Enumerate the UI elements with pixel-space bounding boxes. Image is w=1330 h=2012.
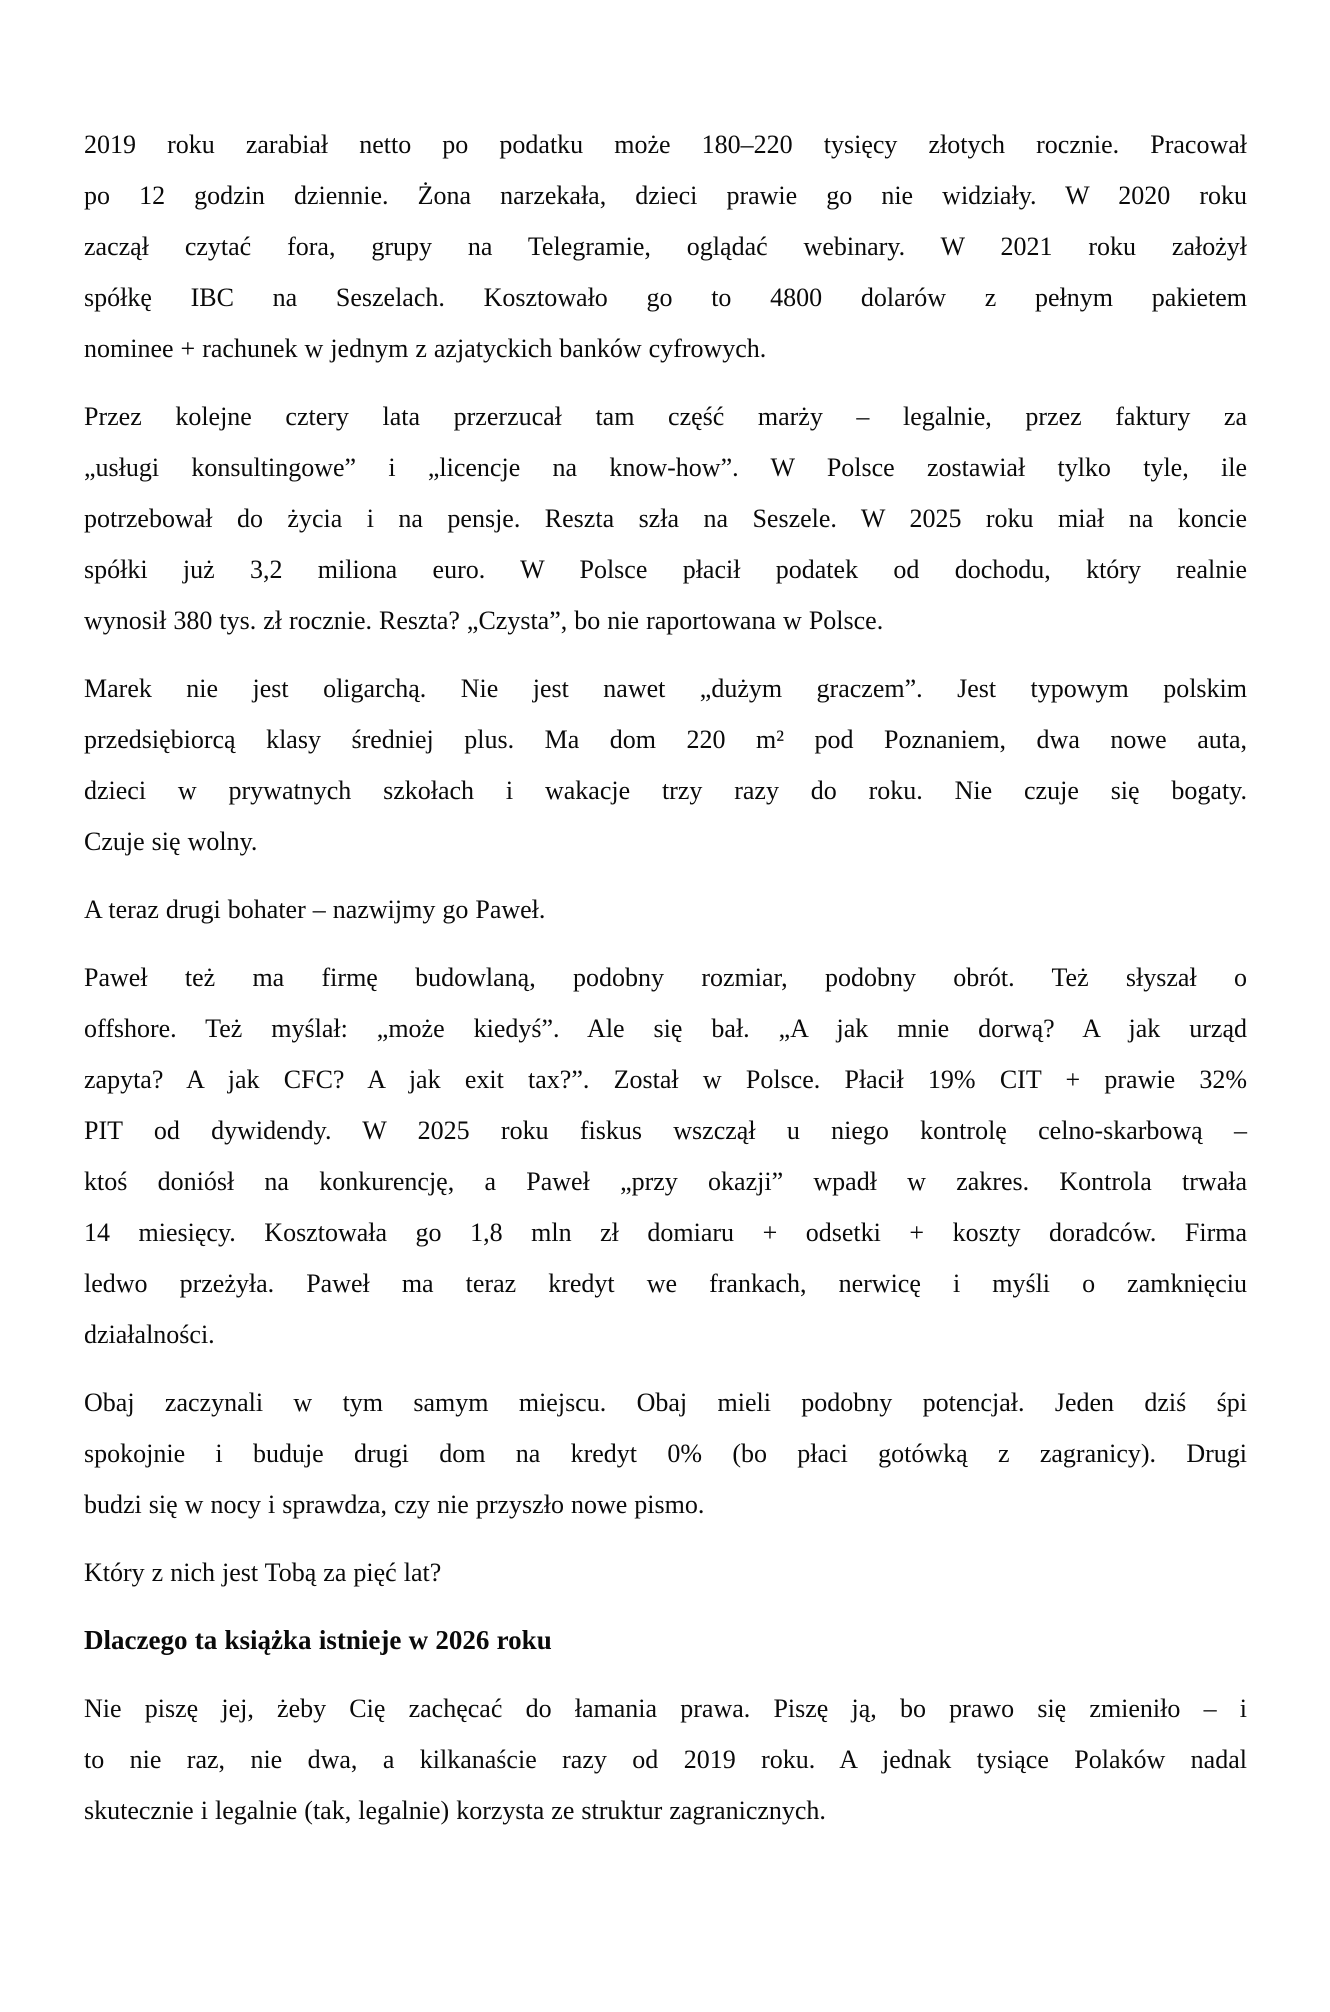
text-line: Który z nich jest Tobą za pięć lat? [84, 1558, 442, 1587]
text-line: 2019 roku zarabiał netto po podatku może 180–220 tysięcy złotych rocznie. Pracował [84, 130, 1247, 159]
text-line: przedsiębiorcą klasy średniej plus. Ma dom 220 m² pod Poznaniem, dwa nowe auta, [84, 725, 1247, 754]
text-line: to nie raz, nie dwa, a kilkanaście razy od 2019 roku. A jednak tysiące Polaków nadal [84, 1745, 1247, 1774]
paragraph [84, 884, 1247, 935]
text-line: zapyta? A jak CFC? A jak exit tax?”. Został w Polsce. Płacił 19% CIT + prawie 32% [84, 1065, 1247, 1094]
text-line: Czuje się wolny. [84, 827, 258, 856]
paragraph [84, 1683, 1247, 1836]
text-line: działalności. [84, 1320, 215, 1349]
text-line: budzi się w nocy i sprawdza, czy nie przyszło nowe pismo. [84, 1490, 705, 1519]
text-line: po 12 godzin dziennie. Żona narzekała, dzieci prawie go nie widziały. W 2020 roku [84, 181, 1247, 210]
text-line: nominee + rachunek w jednym z azjatyckich banków cyfrowych. [84, 334, 767, 363]
paragraph [84, 119, 1247, 374]
text-line: Przez kolejne cztery lata przerzucał tam część marży – legalnie, przez faktury za [84, 402, 1247, 431]
text-line: A teraz drugi bohater – nazwijmy go Paweł. [84, 895, 546, 924]
text-line: skutecznie i legalnie (tak, legalnie) korzysta ze struktur zagranicznych. [84, 1796, 826, 1825]
paragraph [84, 1377, 1247, 1530]
text-line: „usługi konsultingowe” i „licencje na know-how”. W Polsce zostawiał tylko tyle, ile [84, 453, 1247, 482]
text-line: Dlaczego ta książka istnieje w 2026 roku [84, 1625, 552, 1655]
paragraph [84, 952, 1247, 1360]
text-line: Obaj zaczynali w tym samym miejscu. Obaj mieli podobny potencjał. Jeden dziś śpi [84, 1388, 1247, 1417]
text-line: offshore. Też myślał: „może kiedyś”. Ale się bał. „A jak mnie dorwą? A jak urząd [84, 1014, 1247, 1043]
section-heading [84, 1615, 1247, 1666]
text-line: Paweł też ma firmę budowlaną, podobny rozmiar, podobny obrót. Też słyszał o [84, 963, 1247, 992]
text-line: PIT od dywidendy. W 2025 roku fiskus wszczął u niego kontrolę celno-skarbową – [84, 1116, 1247, 1145]
text-line: dzieci w prywatnych szkołach i wakacje trzy razy do roku. Nie czuje się bogaty. [84, 776, 1247, 805]
text-line: Nie piszę jej, żeby Cię zachęcać do łamania prawa. Piszę ją, bo prawo się zmieniło – i [84, 1694, 1247, 1723]
text-line: potrzebował do życia i na pensje. Reszta szła na Seszele. W 2025 roku miał na koncie [84, 504, 1247, 533]
text-line: wynosił 380 tys. zł rocznie. Reszta? „Czysta”, bo nie raportowana w Polsce. [84, 606, 884, 635]
text-line: zaczął czytać fora, grupy na Telegramie, oglądać webinary. W 2021 roku założył [84, 232, 1247, 261]
text-line: Marek nie jest oligarchą. Nie jest nawet „dużym graczem”. Jest typowym polskim [84, 674, 1247, 703]
paragraph [84, 1547, 1247, 1598]
text-line: 14 miesięcy. Kosztowała go 1,8 mln zł domiaru + odsetki + koszty doradców. Firma [84, 1218, 1247, 1247]
paragraph [84, 391, 1247, 646]
text-line: spokojnie i buduje drugi dom na kredyt 0% (bo płaci gotówką z zagranicy). Drugi [84, 1439, 1247, 1468]
text-line: spółkę IBC na Seszelach. Kosztowało go to 4800 dolarów z pełnym pakietem [84, 283, 1247, 312]
text-line: spółki już 3,2 miliona euro. W Polsce płacił podatek od dochodu, który realnie [84, 555, 1247, 584]
paragraph [84, 663, 1247, 867]
document-text [84, 119, 1247, 1836]
text-line: ledwo przeżyła. Paweł ma teraz kredyt we frankach, nerwicę i myśli o zamknięciu [84, 1269, 1247, 1298]
text-line: ktoś doniósł na konkurencję, a Paweł „przy okazji” wpadł w zakres. Kontrola trwała [84, 1167, 1247, 1196]
